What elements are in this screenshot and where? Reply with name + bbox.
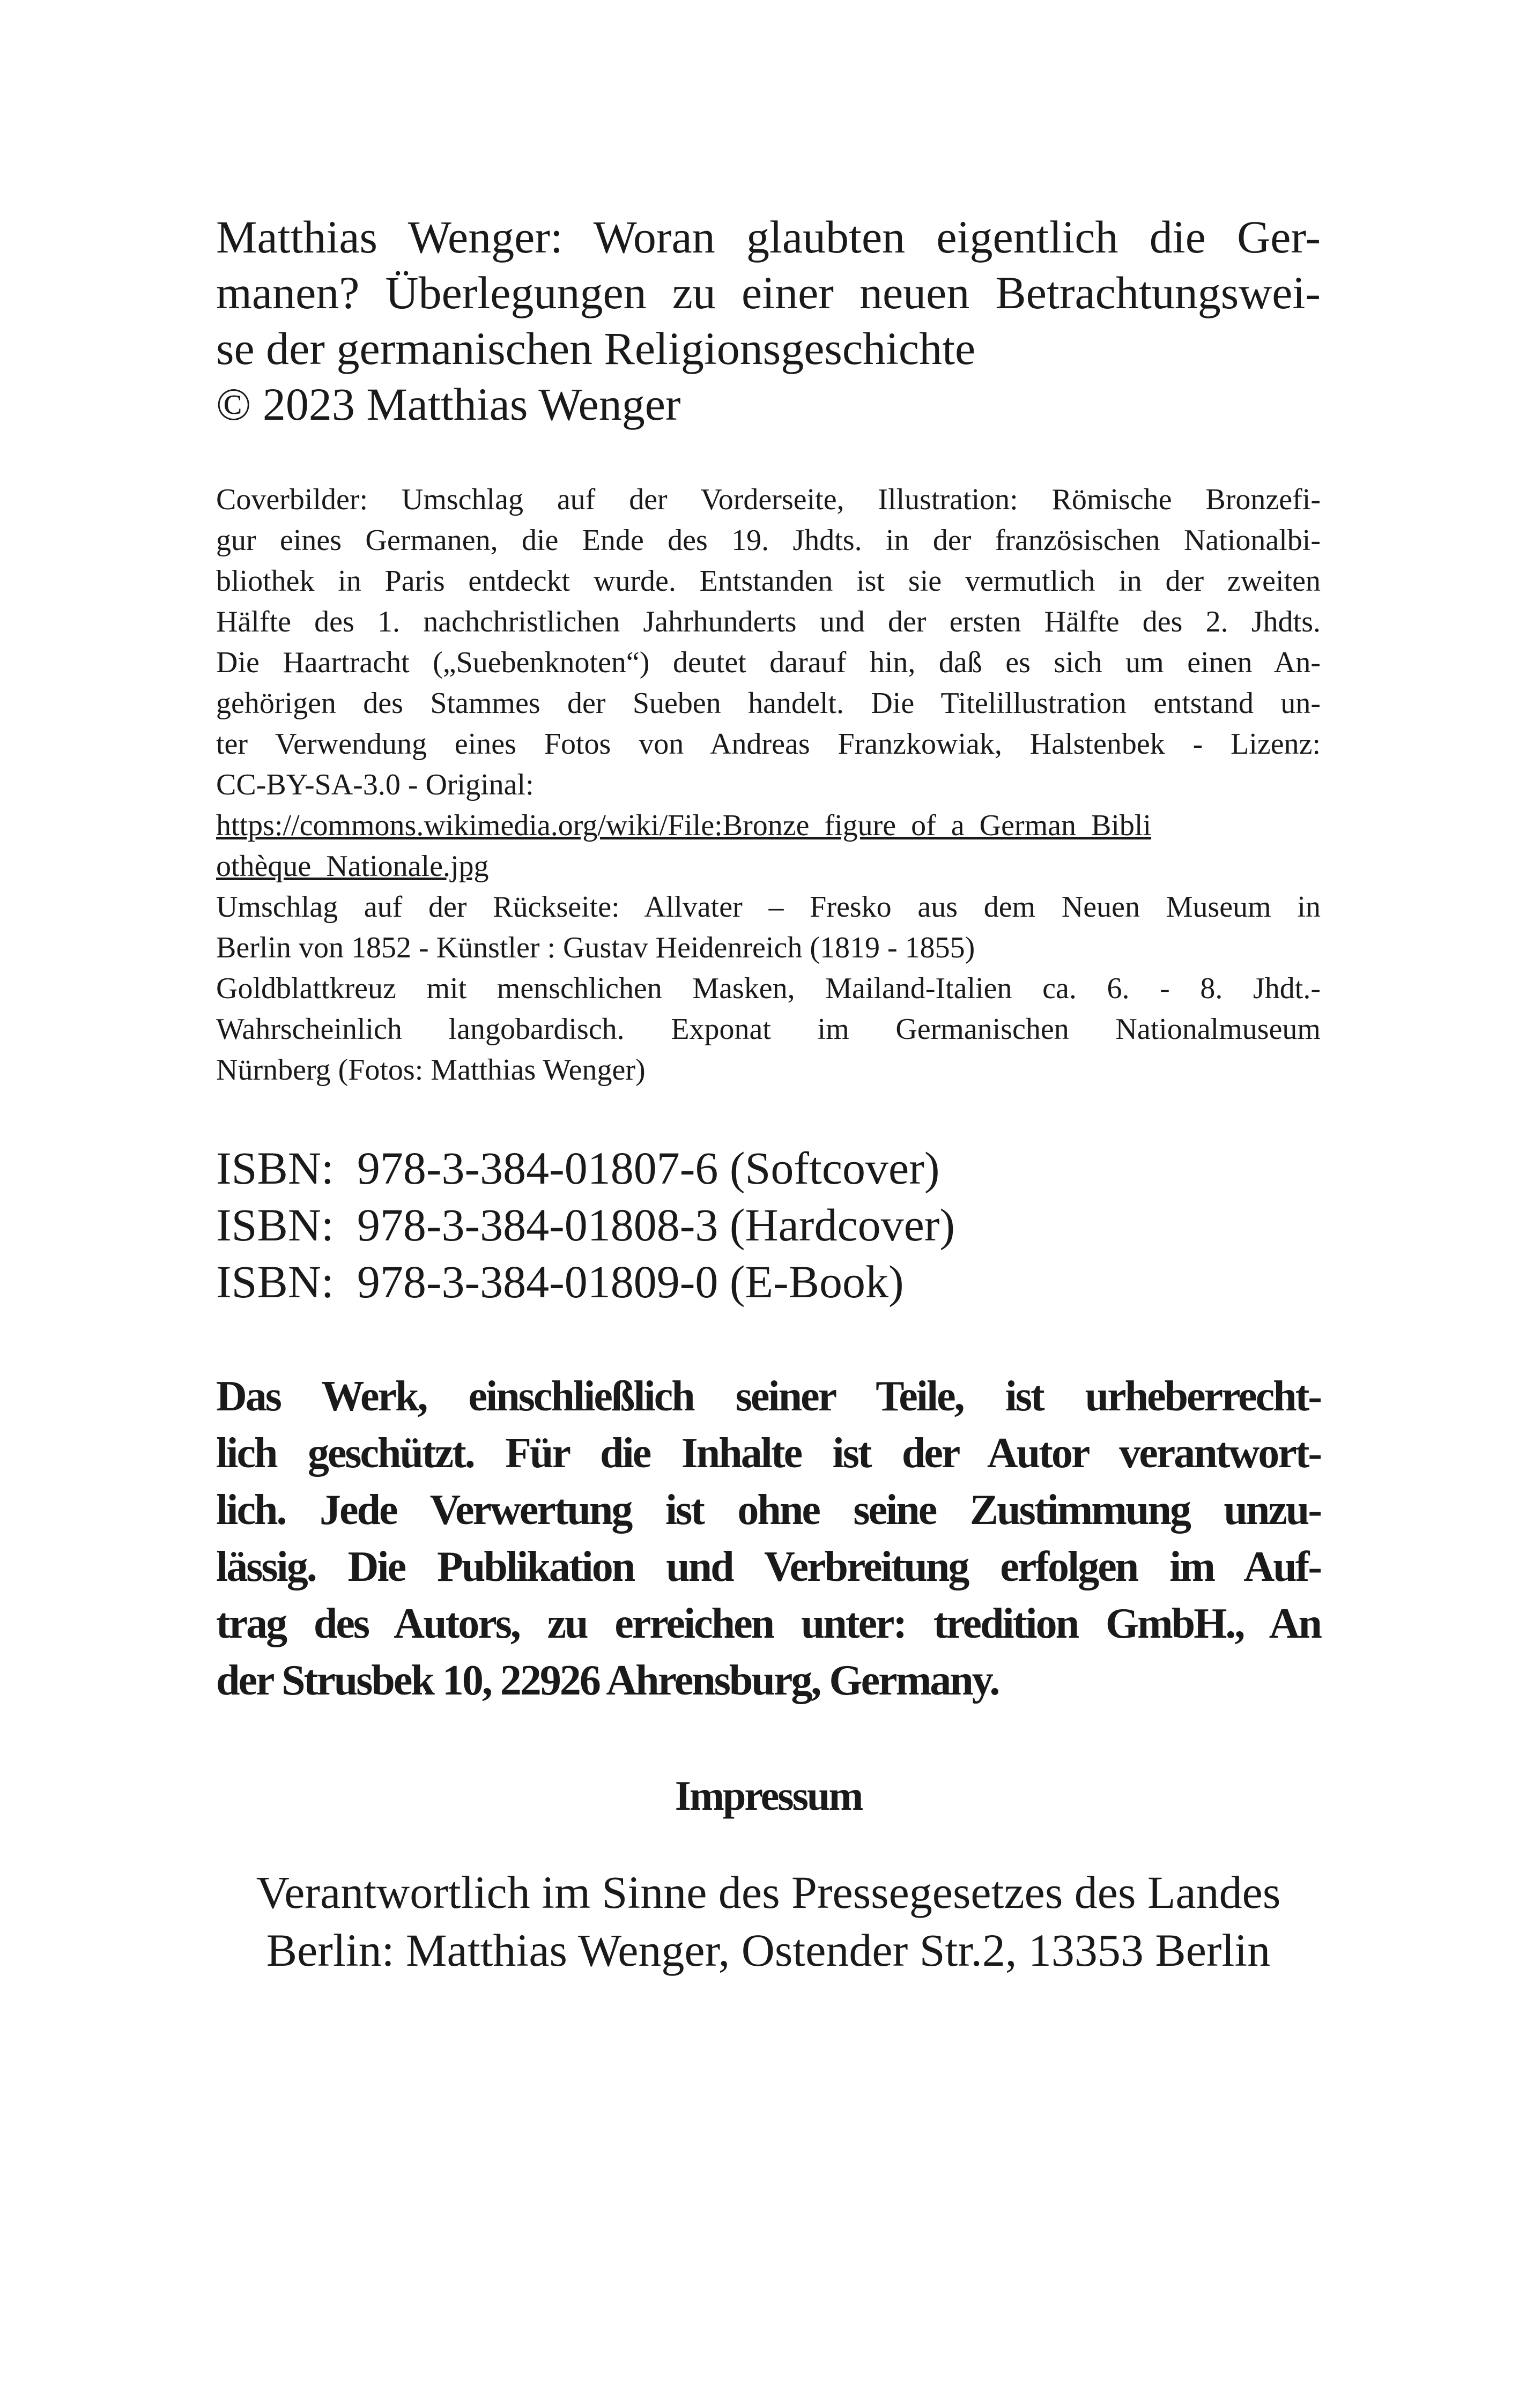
impressum-text — [216, 1863, 1321, 1979]
title-line: manen? Überlegungen zu einer neuen Betrachtungswei- — [216, 267, 1321, 318]
notice-line: lässig. Die Publikation und Verbreitung erfolgen im Auf- — [216, 1543, 1321, 1591]
credits-line: bliothek in Paris entdeckt wurde. Entstanden ist sie vermutlich in der zweiten — [216, 564, 1321, 598]
credits-line: Coverbilder: Umschlag auf der Vorderseite, Illustration: Römische Bronzefi- — [216, 483, 1321, 516]
isbn-list — [216, 1140, 1321, 1310]
back-cover-line: Nürnberg (Fotos: Matthias Wenger) — [216, 1053, 646, 1087]
impressum-line: Verantwortlich im Sinne des Pressegesetzes des Landes — [256, 1867, 1281, 1918]
credits-line: gehörigen des Stammes der Sueben handelt. Die Titelillustration entstand un- — [216, 687, 1321, 720]
credits-line: ter Verwendung eines Fotos von Andreas Franzkowiak, Halstenbek - Lizenz: — [216, 727, 1321, 761]
copyright-line: © 2023 Matthias Wenger — [216, 378, 681, 430]
title-block — [216, 209, 1321, 432]
back-cover-line: Goldblattkreuz mit menschlichen Masken, Mailand-Italien ca. 6. - 8. Jhdt.- — [216, 972, 1321, 1005]
isbn-line: ISBN: 978-3-384-01807-6 (Softcover) — [216, 1142, 940, 1194]
credits-line: gur eines Germanen, die Ende des 19. Jhdts. in der französischen Nationalbi- — [216, 524, 1321, 557]
credits-line: CC-BY-SA-3.0 - Original: — [216, 768, 534, 801]
notice-line: lich geschützt. Für die Inhalte ist der Autor verantwort- — [216, 1430, 1321, 1477]
source-link-line: https://commons.wikimedia.org/wiki/File:Bronze_figure_of_a_German_Bibli — [216, 809, 1152, 842]
notice-line: trag des Autors, zu erreichen unter: tredition GmbH., An — [216, 1600, 1321, 1647]
isbn-line: ISBN: 978-3-384-01809-0 (E-Book) — [216, 1256, 904, 1307]
back-cover-line: Berlin von 1852 - Künstler : Gustav Heidenreich (1819 - 1855) — [216, 931, 975, 964]
credits-line: Die Haartracht („Suebenknoten“) deutet darauf hin, daß es sich um einen An- — [216, 646, 1321, 679]
cover-credits — [216, 479, 1321, 1090]
notice-line: der Strusbek 10, 22926 Ahrensburg, Germany. — [216, 1657, 999, 1704]
title-line: Matthias Wenger: Woran glaubten eigentlich die Ger- — [216, 211, 1321, 263]
impressum-line: Berlin: Matthias Wenger, Ostender Str.2, 13353 Berlin — [266, 1924, 1271, 1976]
source-link-line: othèque_Nationale.jpg — [216, 850, 489, 883]
back-cover-line: Wahrscheinlich langobardisch. Exponat im Germanischen Nationalmuseum — [216, 1013, 1321, 1046]
copyright-notice — [216, 1368, 1321, 1709]
credits-line: Hälfte des 1. nachchristlichen Jahrhunderts und der ersten Hälfte des 2. Jhdts. — [216, 605, 1321, 638]
notice-line: Das Werk, einschließlich seiner Teile, ist urheberrecht- — [216, 1373, 1321, 1420]
impressum-heading: Impressum — [675, 1772, 862, 1819]
isbn-line: ISBN: 978-3-384-01808-3 (Hardcover) — [216, 1199, 955, 1251]
source-link[interactable] — [216, 805, 1321, 887]
back-cover-line: Umschlag auf der Rückseite: Allvater – Fresko aus dem Neuen Museum in — [216, 890, 1321, 924]
notice-line: lich. Jede Verwertung ist ohne seine Zustimmung unzu- — [216, 1487, 1321, 1534]
imprint-page — [216, 209, 1321, 1979]
title-line: se der germanischen Religionsgeschichte — [216, 323, 976, 374]
